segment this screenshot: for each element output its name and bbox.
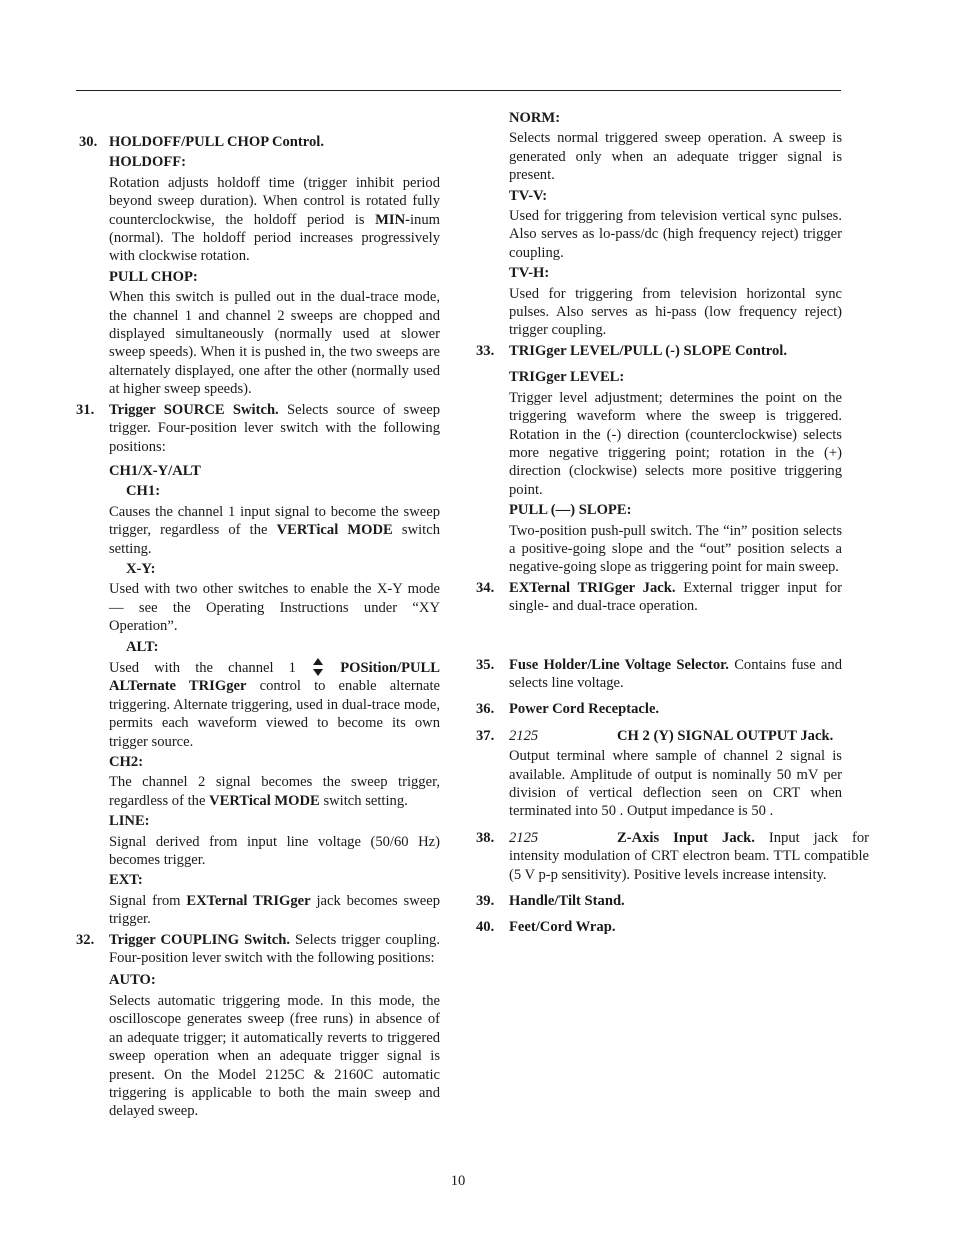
subhead-line: LINE: (109, 813, 150, 830)
line-text: Signal derived from input line voltage (50/60 Hz) becomes trigger. (109, 833, 440, 869)
item-title: HOLDOFF/PULL CHOP Control. (109, 134, 325, 150)
alt-text: Used with the channel 1 POSition/PULL ALTernate TRIGger control to enable alternate triggering. Alternate triggering, used in dual-trace mode, permits each waveform viewed to become its own trigger source. (109, 659, 440, 750)
subhead-ch2: CH2: (109, 754, 144, 770)
item-36 (476, 700, 842, 718)
subhead-ch1-xy-alt: CH1/X-Y/ALT (109, 462, 201, 479)
item-37 (476, 727, 842, 821)
pull-chop-text: When this switch is pulled out in the dual-trace mode, the channel 1 and channel 2 sweeps are chopped and displayed simultaneously (normally used at slower sweep speeds). When it is pushed in, the two sweeps are alternately displayed, one after the other (normally used at higher sweep speeds). (109, 289, 440, 398)
tv-v-text: Used for triggering from television vertical sync pulses. Also serves as lo-pass/dc (high frequency reject) trigger coupling. (509, 208, 842, 261)
pull-slope-text: Two-position push-pull switch. The “in” position selects a positive-going slope and the “out” position selects a negative-going slope as triggering point for main sweep. (509, 522, 842, 576)
tv-h-text: Used for triggering from television horizontal sync pulses. Also serves as hi-pass (low frequency reject) trigger coupling. (509, 285, 842, 339)
header-rule (76, 90, 841, 91)
xy-text: Used with two other switches to enable the X-Y mode — see the Operating Instructions under “XY Operation”. (109, 581, 440, 635)
up-down-arrow-icon (313, 658, 323, 676)
subhead-ch1: CH1: (126, 483, 161, 500)
subhead-trigger-level: TRIGger LEVEL: (509, 369, 625, 386)
item-title: Power Cord Receptacle. (509, 701, 660, 718)
ch2-text: The channel 2 signal becomes the sweep trigger, regardless of the VERTical MODE switch setting. (109, 774, 440, 809)
item-31 (76, 401, 440, 929)
item-body: 2125 CH 2 (Y) SIGNAL OUTPUT Jack. (509, 727, 834, 744)
item-number: 40. (476, 919, 495, 936)
item-40 (476, 918, 842, 936)
item-32-continued (476, 109, 842, 340)
ch1-text: Causes the channel 1 input signal to become the sweep trigger, regardless of the VERTical MODE switch setting. (109, 503, 440, 557)
holdoff-text: Rotation adjusts holdoff time (trigger inhibit period beyond sweep duration). When control is rotated fully counterclockwise, the holdoff period is MIN-inum (normal). The holdoff period increases progressively with clockwise rotation. (109, 174, 440, 265)
subhead-tv-h: TV-H: (509, 265, 550, 282)
item-39 (476, 892, 842, 910)
item-body: Fuse Holder/Line Voltage Selector. Contains fuse and selects line voltage. (509, 656, 842, 691)
item-title: TRIGger LEVEL/PULL (-) SLOPE Control. (509, 342, 787, 359)
subhead-norm: NORM: (509, 110, 561, 126)
item-text: Output terminal where sample of channel 2 signal is available. Amplitude of output is nominally 50 mV per division of vertical deflection seen on CRT when terminated into 50 . Output impedance is 50 . (509, 748, 842, 820)
left-column (76, 133, 440, 1123)
item-number: 39. (476, 893, 495, 910)
item-title: Feet/Cord Wrap. (509, 919, 616, 936)
item-number: 37. (476, 727, 495, 744)
subhead-pull-chop: PULL CHOP: (109, 268, 198, 285)
subhead-pull-slope: PULL (—) SLOPE: (509, 502, 632, 519)
item-35 (476, 656, 842, 693)
page-number: 10 (450, 1173, 466, 1189)
item-body: EXTernal TRIGger Jack. External trigger input for single- and dual-trace operation. (509, 579, 842, 615)
item-number: 35. (476, 656, 495, 673)
item-body: 2125 Z-Axis Input Jack. Input jack for intensity modulation of CRT electron beam. TTL compatible (5 V p-p sensitivity). Positive levels increase intensity. (509, 829, 870, 883)
subhead-tv-v: TV-V: (509, 187, 548, 204)
item-title: Handle/Tilt Stand. (509, 893, 625, 910)
right-column (476, 106, 870, 939)
norm-text: Selects normal triggered sweep operation. A sweep is generated only when an adequate trigger signal is present. (509, 130, 842, 184)
item-32 (76, 931, 440, 1121)
item-33 (476, 342, 842, 577)
model-number: 2125 (509, 727, 539, 744)
subhead-holdoff: HOLDOFF: (109, 154, 187, 171)
item-number: 36. (476, 701, 495, 718)
item-30 (76, 133, 440, 399)
item-34 (476, 579, 842, 616)
subhead-auto: AUTO: (109, 972, 156, 989)
item-number: 33. (476, 342, 495, 359)
trigger-level-text: Trigger level adjustment; determines the point on the triggering waveform where the sweep is triggered. Rotation in the (-) direction (counterclockwise) selects more negative triggering point; rotation in the (+) direction (clockwise) selects more positive triggering point. (509, 389, 842, 498)
ext-text: Signal from EXTernal TRIGger jack becomes sweep trigger. (109, 892, 440, 928)
item-body: Trigger SOURCE Switch. Selects source of sweep trigger. Four-position lever switch with the following positions: (109, 401, 440, 455)
item-number: 31. (76, 401, 95, 418)
subhead-ext: EXT: (109, 872, 143, 889)
item-38 (476, 829, 869, 884)
item-number: 34. (476, 579, 495, 596)
item-number: 32. (76, 931, 95, 948)
subhead-alt: ALT: (126, 638, 159, 655)
subhead-xy: X-Y: (126, 560, 156, 577)
item-number: 30. (79, 134, 98, 150)
item-body: Trigger COUPLING Switch. Selects trigger coupling. Four-position lever switch with the following positions: (109, 931, 440, 967)
item-number: 38. (476, 829, 495, 846)
auto-text: Selects automatic triggering mode. In this mode, the oscilloscope generates sweep (free runs) in absence of an adequate trigger; it automatically reverts to triggered sweep operation when an adequate trigger signal is present. On the Model 2125C & 2160C automatic triggering is applicable to both the main sweep and delayed sweep. (109, 992, 440, 1120)
model-number: 2125 (509, 829, 539, 846)
